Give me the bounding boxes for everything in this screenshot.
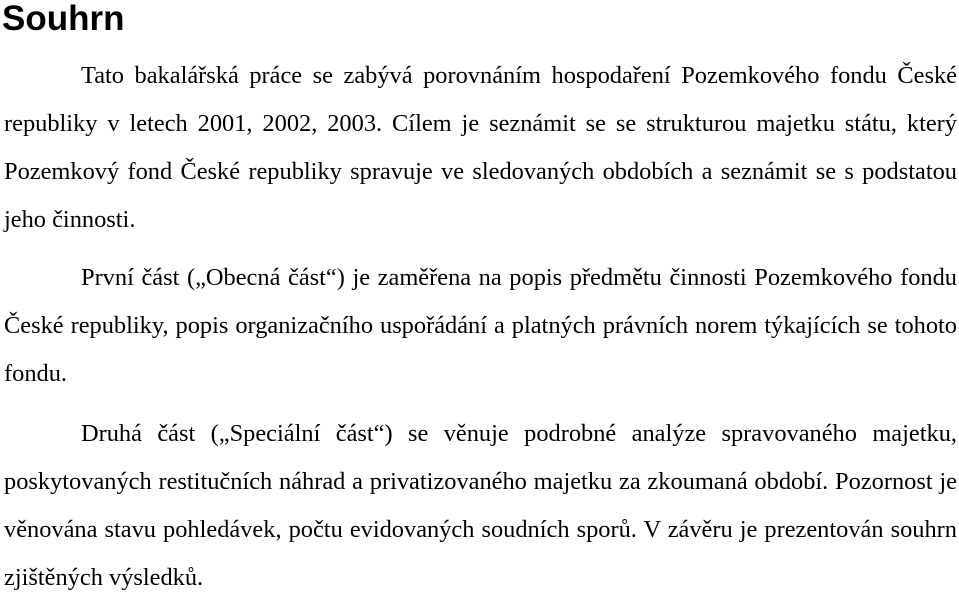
summary-paragraph-1: Tato bakalářská práce se zabývá porovnáním hospodaření Pozemkového fondu České republiky v letech 2001, 2002, 2003. Cílem je seznámit se se strukturou majetku státu, který Pozemkový fond České republiky spravuje ve sledovaných obdobích a seznámit se s podstatou jeho činnosti.: [4, 62, 957, 233]
section-heading: Souhrn: [2, 0, 125, 38]
summary-paragraph-2: První část („Obecná část“) je zaměřena na popis předmětu činnosti Pozemkového fondu České republiky, popis organizačního uspořádání a platných právních norem týkajících se tohoto fondu.: [4, 264, 957, 387]
summary-paragraph-3: Druhá část („Speciální část“) se věnuje podrobné analýze spravovaného majetku, poskytovaných restitučních náhrad a privatizovaného majetku za zkoumaná období. Pozornost je věnována stavu pohledávek, počtu evidovaných soudních sporů. V závěru je prezentován souhrn zjištěných výsledků.: [4, 420, 957, 591]
